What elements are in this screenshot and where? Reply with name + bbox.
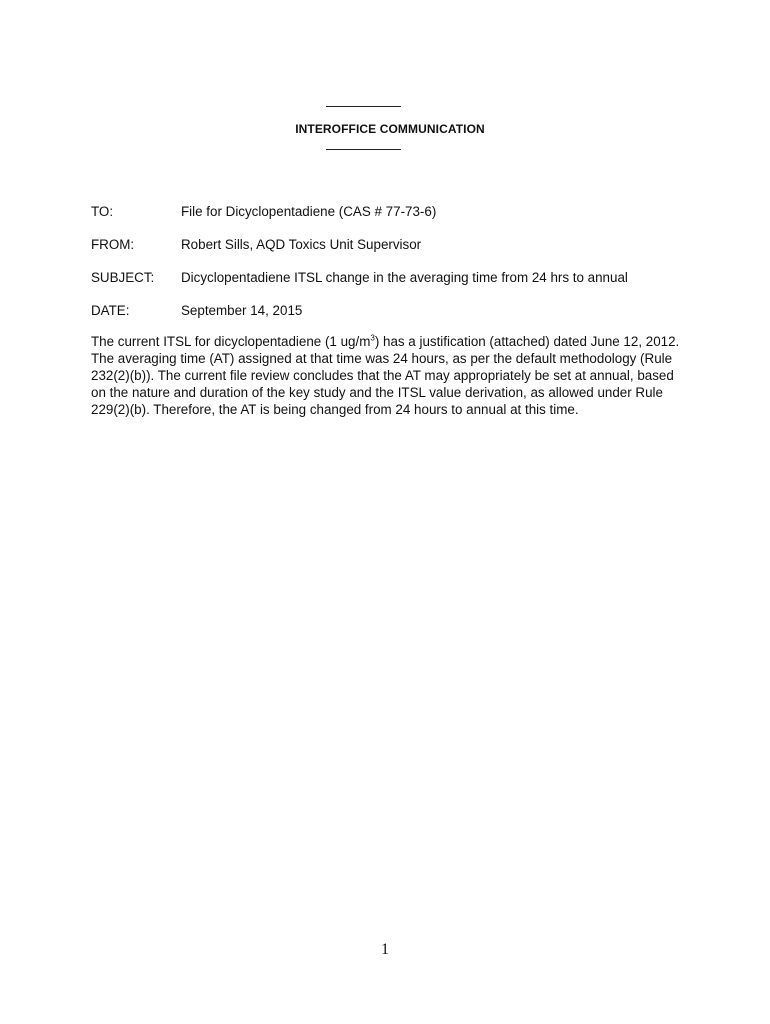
heading-top-rule [326,106,401,107]
to-field [91,203,436,220]
to-label: TO: [91,204,114,219]
body-text-part2: ) has a justification (attached) dated June 12, 2012. The averaging time (AT) assigned at that time was 24 hours, as per the default methodology (Rule 232(2)(b)). The current file review concludes that the AT may appropriately be set at annual, based on the nature and duration of the key study and the ITSL value derivation, as allowed under Rule 229(2)(b). Therefore, the AT is being changed from 24 hours to annual at this time. [91,334,680,417]
date-value: September 14, 2015 [181,303,303,318]
memo-heading: INTEROFFICE COMMUNICATION [295,122,485,136]
from-field [91,236,421,253]
memo-body-paragraph [91,333,681,418]
date-field [91,302,302,319]
body-text-part1: The current ITSL for dicyclopentadiene (1 ug/m [91,334,371,349]
to-value: File for Dicyclopentadiene (CAS # 77-73-6) [181,204,437,219]
body-superscript: 3 [370,333,375,343]
subject-field [91,269,628,286]
from-value: Robert Sills, AQD Toxics Unit Supervisor [181,237,422,252]
subject-value: Dicyclopentadiene ITSL change in the averaging time from 24 hrs to annual [181,270,628,285]
page-number: 1 [381,941,389,958]
from-label: FROM: [91,237,135,252]
subject-label: SUBJECT: [91,270,155,285]
heading-bottom-rule [326,149,401,150]
date-label: DATE: [91,303,130,318]
